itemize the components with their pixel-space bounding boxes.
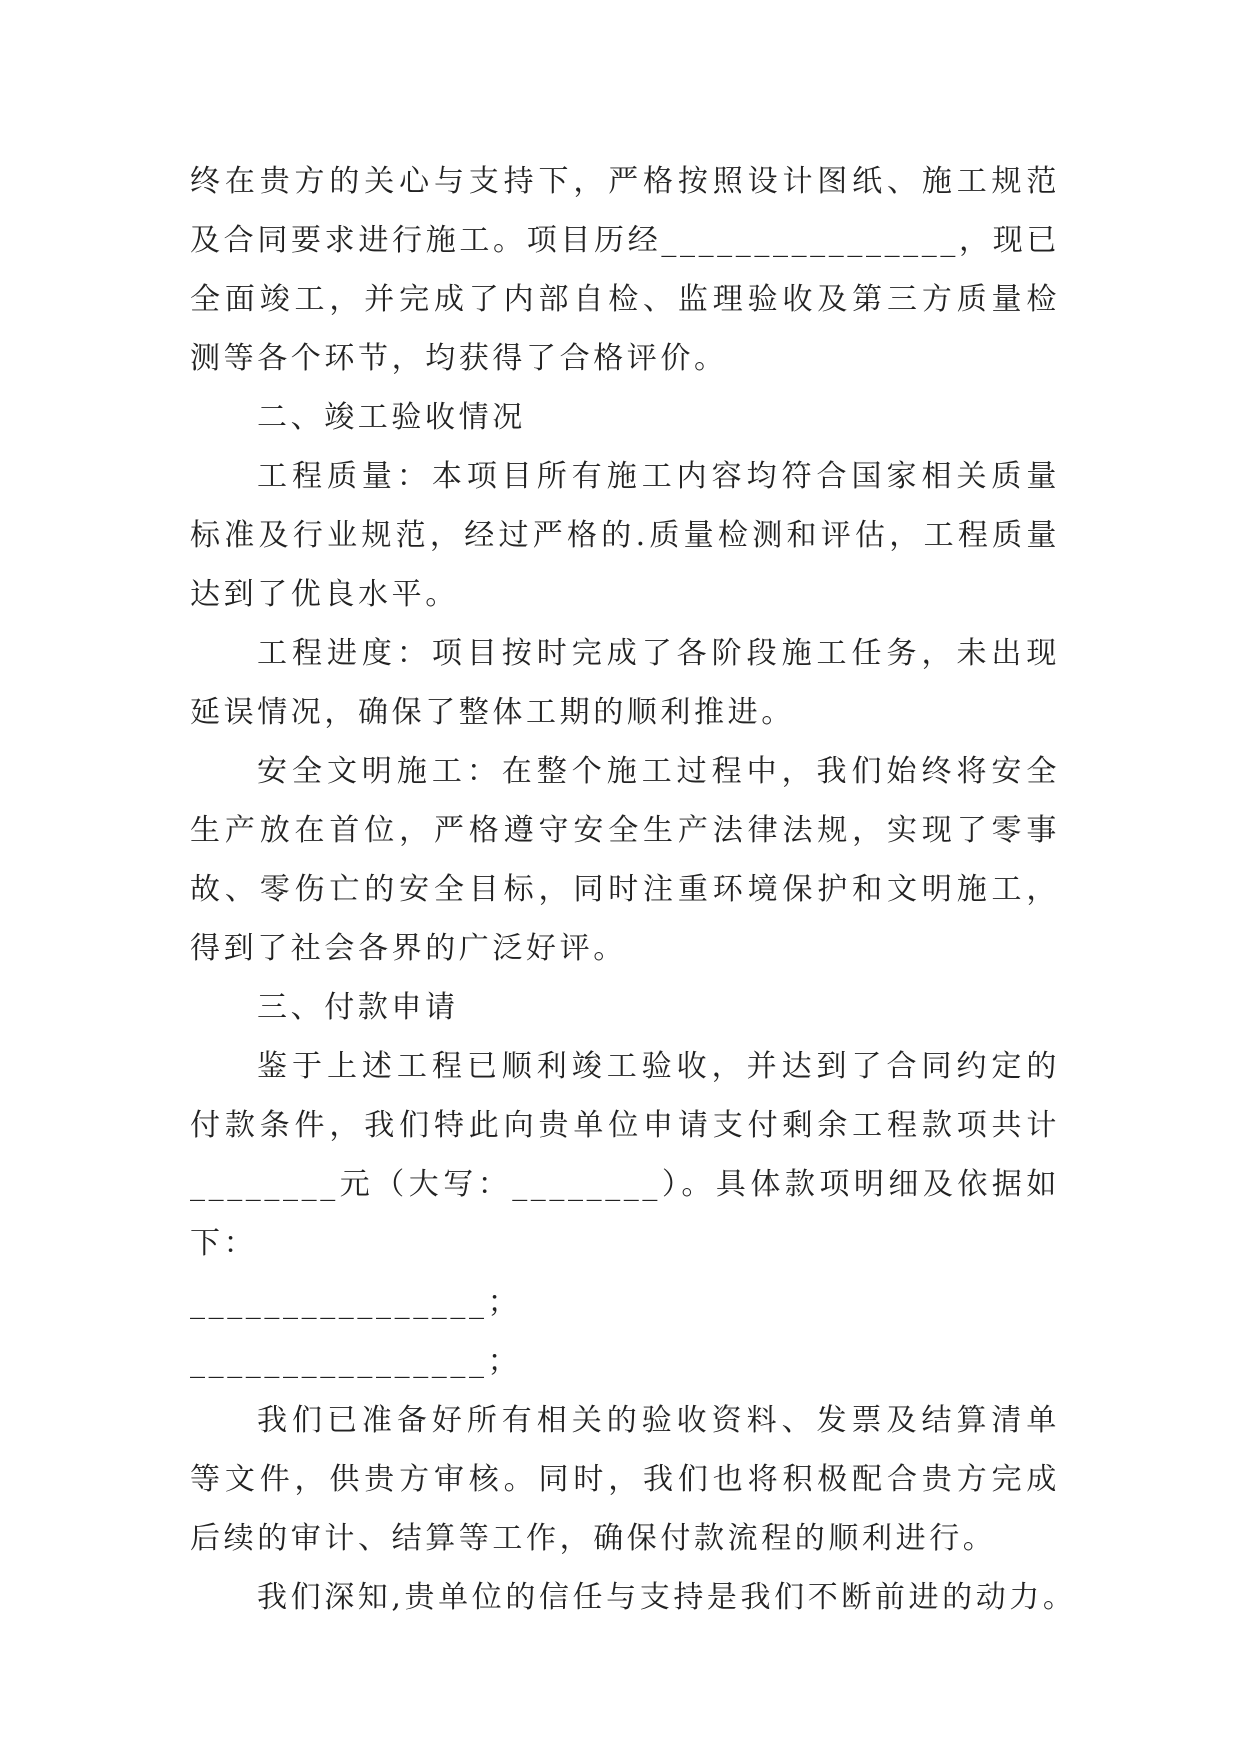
- paragraph-payment-request: 鉴于上述工程已顺利竣工验收，并达到了合同约定的付款条件，我们特此向贵单位申请支付剩余工程款项共计________元（大写：________）。具体款项明细及依据如下：: [190, 1049, 1060, 1261]
- section-heading-payment: 三、付款申请: [257, 990, 459, 1025]
- paragraph-closing: 我们深知,贵单位的信任与支持是我们不断前进的动力。: [257, 1580, 1077, 1615]
- blank-item-2: ________________；: [190, 1344, 522, 1379]
- paragraph-documents: 我们已准备好所有相关的验收资料、发票及结算清单等文件，供贵方审核。同时，我们也将积极配合贵方完成后续的审计、结算等工作，确保付款流程的顺利进行。: [190, 1403, 1060, 1556]
- paragraph-progress: 工程进度：项目按时完成了各阶段施工任务，未出现延误情况，确保了整体工期的顺利推进。: [190, 636, 1060, 730]
- paragraph-safety: 安全文明施工：在整个施工过程中，我们始终将安全生产放在首位，严格遵守安全生产法律法规，实现了零事故、零伤亡的安全目标，同时注重环境保护和文明施工，得到了社会各界的广泛好评。: [190, 754, 1060, 966]
- paragraph-quality: 工程质量：本项目所有施工内容均符合国家相关质量标准及行业规范，经过严格的.质量检测和评估，工程质量达到了优良水平。: [190, 459, 1060, 612]
- blank-item-1: ________________；: [190, 1285, 522, 1320]
- section-heading-acceptance: 二、竣工验收情况: [257, 400, 526, 435]
- document-body: [190, 152, 1077, 1627]
- paragraph-project-overview: 终在贵方的关心与支持下，严格按照设计图纸、施工规范及合同要求进行施工。项目历经________________，现已全面竣工，并完成了内部自检、监理验收及第三方质量检测等各个环节，均获得了合格评价。: [190, 164, 1060, 376]
